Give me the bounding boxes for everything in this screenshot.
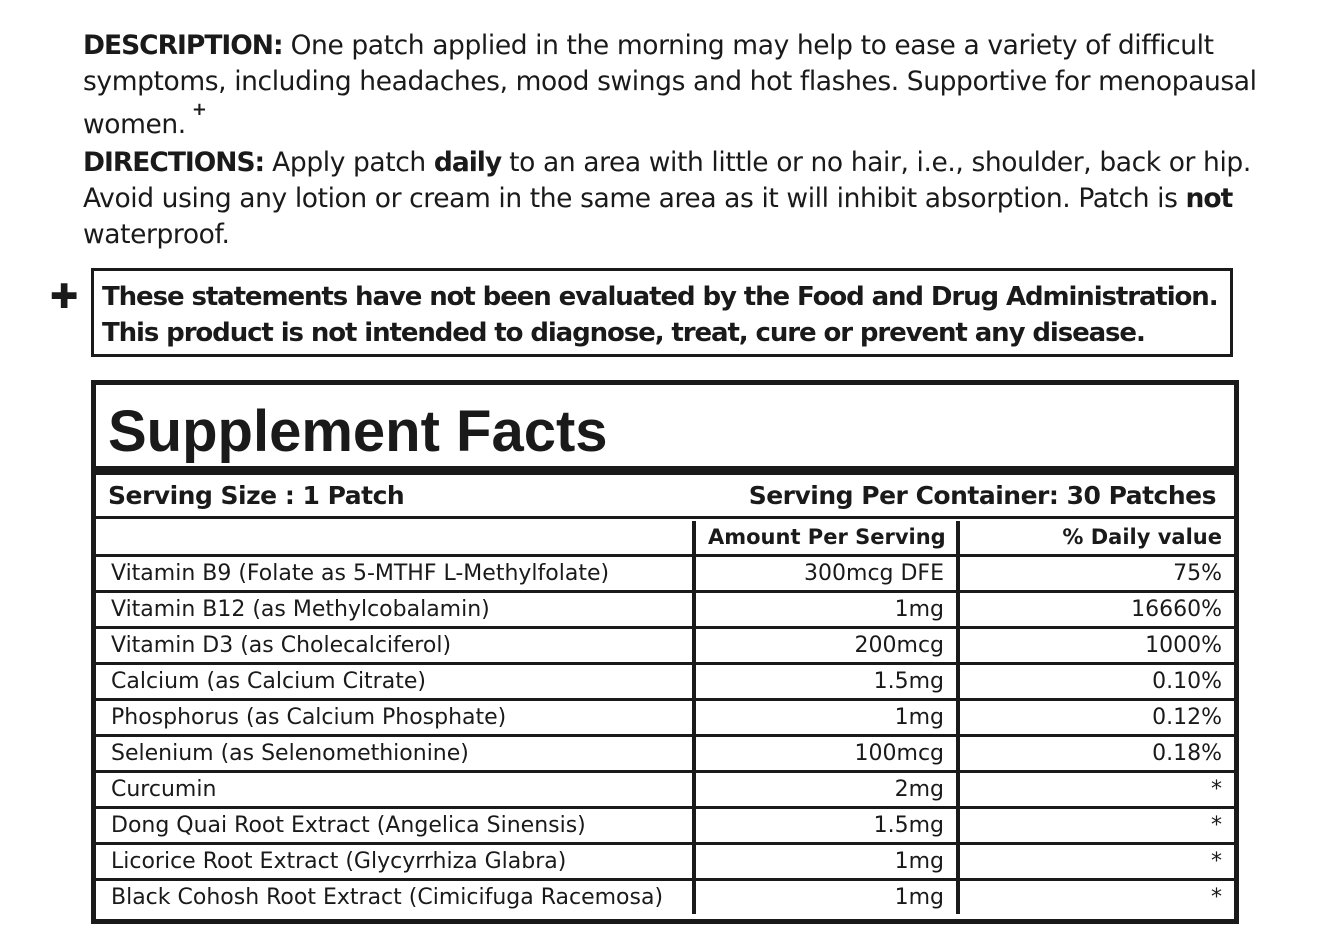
- serving-info-row: [96, 475, 1234, 519]
- table-row: [96, 700, 1234, 736]
- description-label: DESCRIPTION:: [83, 30, 283, 61]
- ingredient-daily-value: 16660%: [958, 592, 1234, 628]
- directions-text-2: to an area with little or no hair, i.e., shoulder, back or hip. Avoid using any lotion or cream in the same area as it will inhibit absorption. Patch is: [83, 147, 1251, 214]
- directions-paragraph: [83, 145, 1298, 253]
- table-row: [96, 592, 1234, 628]
- table-row: [96, 808, 1234, 844]
- table-row: [96, 628, 1234, 664]
- ingredient-amount: 300mcg DFE: [694, 556, 958, 592]
- ingredient-daily-value: *: [958, 772, 1234, 808]
- serving-size: Serving Size : 1 Patch: [108, 481, 405, 510]
- ingredient-name: Phosphorus (as Calcium Phosphate): [96, 700, 694, 736]
- directions-text-3: waterproof.: [83, 219, 230, 250]
- ingredient-amount: 1mg: [694, 592, 958, 628]
- table-row: [96, 880, 1234, 915]
- ingredient-daily-value: *: [958, 844, 1234, 880]
- supplement-table: [96, 521, 1234, 914]
- ingredient-daily-value: 1000%: [958, 628, 1234, 664]
- supplement-facts-title: Supplement Facts: [108, 399, 608, 464]
- ingredient-daily-value: *: [958, 808, 1234, 844]
- ingredient-name: Licorice Root Extract (Glycyrrhiza Glabra): [96, 844, 694, 880]
- table-row: [96, 844, 1234, 880]
- ingredient-daily-value: 0.10%: [958, 664, 1234, 700]
- ingredient-amount: 1mg: [694, 880, 958, 915]
- ingredient-name: Selenium (as Selenomethionine): [96, 736, 694, 772]
- ingredient-daily-value: 0.18%: [958, 736, 1234, 772]
- description-paragraph: [83, 28, 1298, 143]
- fda-disclaimer-box: [91, 268, 1233, 357]
- supplement-facts-panel: [91, 380, 1239, 924]
- ingredient-amount: 1.5mg: [694, 808, 958, 844]
- ingredient-name: Dong Quai Root Extract (Angelica Sinensis): [96, 808, 694, 844]
- ingredient-amount: 100mcg: [694, 736, 958, 772]
- table-header-row: [96, 521, 1234, 556]
- directions-text-1: Apply patch: [264, 147, 434, 178]
- ingredient-name: Vitamin B12 (as Methylcobalamin): [96, 592, 694, 628]
- directions-bold-not: not: [1185, 183, 1233, 214]
- table-row: [96, 772, 1234, 808]
- directions-bold-daily: daily: [433, 147, 502, 178]
- ingredient-name: Curcumin: [96, 772, 694, 808]
- ingredient-amount: 200mcg: [694, 628, 958, 664]
- ingredient-amount: 1.5mg: [694, 664, 958, 700]
- servings-per-container: Serving Per Container: 30 Patches: [748, 481, 1216, 510]
- ingredient-daily-value: 0.12%: [958, 700, 1234, 736]
- header-ingredient: [96, 521, 694, 556]
- table-row: [96, 736, 1234, 772]
- description-footnote-mark: +: [191, 99, 207, 120]
- disclaimer-line-1: These statements have not been evaluated by the Food and Drug Administration.: [102, 282, 1218, 312]
- table-row: [96, 664, 1234, 700]
- ingredient-amount: 2mg: [694, 772, 958, 808]
- ingredient-name: Black Cohosh Root Extract (Cimicifuga Racemosa): [111, 885, 664, 910]
- disclaimer-line-2: This product is not intended to diagnose, treat, cure or prevent any disease.: [102, 318, 1145, 348]
- ingredient-name: Vitamin D3 (as Cholecalciferol): [96, 628, 694, 664]
- table-row: [96, 556, 1234, 592]
- header-amount: Amount Per Serving: [694, 521, 958, 556]
- ingredient-amount: 1mg: [694, 700, 958, 736]
- ingredient-daily-value: *: [958, 880, 1234, 915]
- title-divider: [96, 466, 1234, 475]
- disclaimer-cross-icon: ✚: [50, 277, 79, 317]
- ingredient-name: Vitamin B9 (Folate as 5-MTHF L-Methylfolate): [96, 556, 694, 592]
- ingredient-amount: 1mg: [694, 844, 958, 880]
- description-text: One patch applied in the morning may help to ease a variety of difficult symptoms, including headaches, mood swings and hot flashes. Supportive for menopausal women.: [83, 30, 1257, 140]
- directions-label: DIRECTIONS:: [83, 147, 265, 178]
- header-daily-value: % Daily value: [958, 521, 1234, 556]
- ingredient-daily-value: 75%: [958, 556, 1234, 592]
- ingredient-name: Calcium (as Calcium Citrate): [96, 664, 694, 700]
